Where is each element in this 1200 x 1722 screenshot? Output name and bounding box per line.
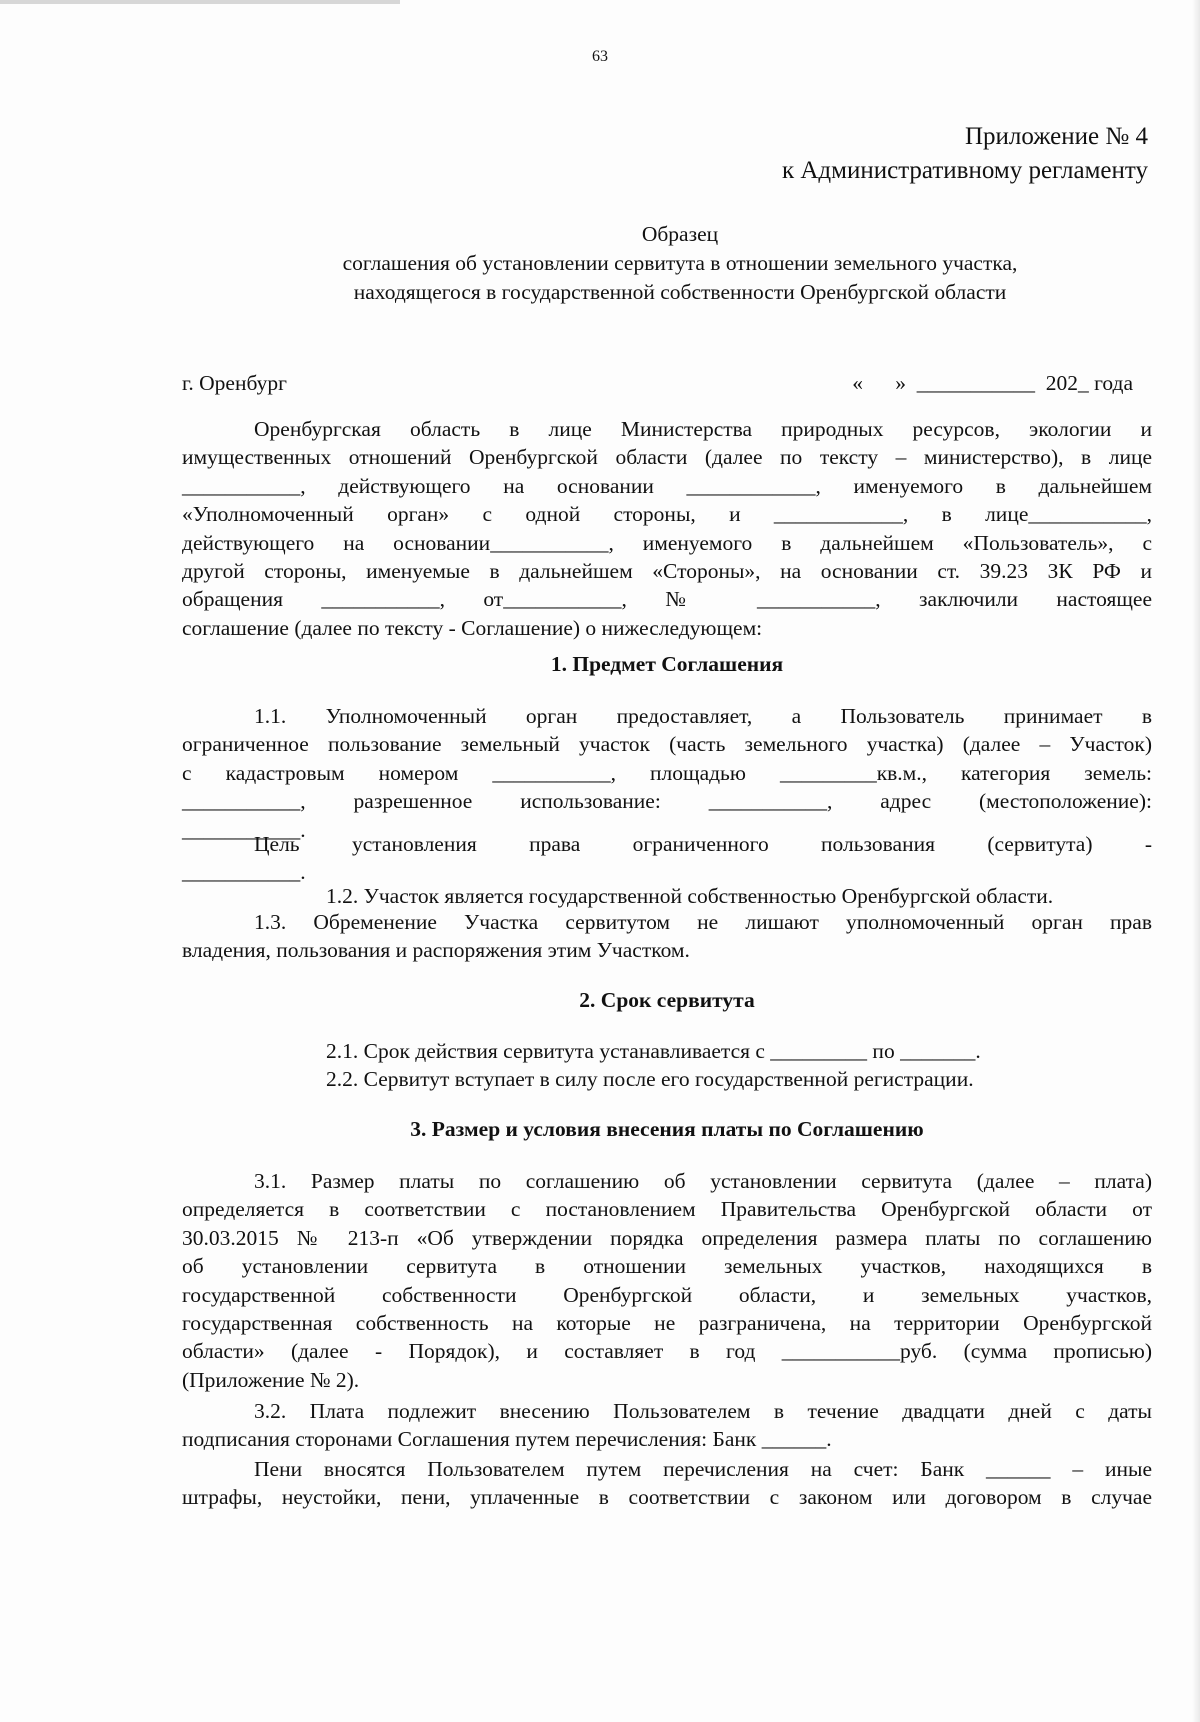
text-line: об установлении сервитута в отношении земельных участков, находящихся в [182,1254,1152,1279]
text-line: с кадастровым номером ___________, площадью _________кв.м., категория земель: [182,760,1152,785]
section-1-heading: 1. Предмет Соглашения [550,652,784,676]
clause-2-2: 2.2. Сервитут вступает в силу после его государственной регистрации. [326,1067,974,1092]
text-line: соглашение (далее по тексту - Соглашение) о нижеследующем: [182,615,763,640]
page-number: 63 [592,48,608,65]
document-title [180,220,1180,307]
text-line: «Уполномоченный орган» с одной стороны, и ____________, в лице___________, [182,502,1152,527]
scan-artifact [0,0,400,4]
text-line: 1.3. Обременение Участка сервитутом не лишают уполномоченный орган прав [254,910,1152,934]
intro-paragraph [182,415,1152,642]
annex-line-1: Приложение № 4 [964,123,1148,150]
text-line: определяется в соответствии с постановлением Правительства Оренбургской области от [182,1197,1152,1222]
text-line: государственная собственность на которые не разграничена, на территории Оренбургской [182,1311,1152,1336]
penalty-paragraph [182,1455,1152,1512]
text-line: подписания сторонами Соглашения путем перечисления: Банк ______. [182,1427,832,1452]
title-line-1: Образец [641,222,719,246]
text-line: штрафы, неустойки, пени, уплаченные в соответствии с законом или договором в случае [182,1485,1152,1510]
clause-1-1 [182,702,1152,844]
text-line: 1.2. Участок является государственной собственностью Оренбургской области. [326,884,1054,908]
text-line: владения, пользования и распоряжения этим Участком. [182,938,690,963]
annex-header [782,120,1148,188]
text-line: 30.03.2015 № 213-п «Об утверждении порядка определения размера платы по соглашению [182,1225,1152,1250]
text-line: области» (далее - Порядок), и составляет в год ___________руб. (сумма прописью) [182,1339,1152,1364]
text-line: обращения ___________, от___________, № ___________, заключили настоящее [182,587,1152,612]
text-line: 3.1. Размер платы по соглашению об установлении сервитута (далее – плата) [254,1169,1152,1193]
title-line-3: находящегося в государственной собственности Оренбургской области [353,280,1007,304]
clause-3-1 [182,1167,1152,1394]
section-2-clauses [182,1037,1152,1094]
text-line: государственной собственности Оренбургской области, и земельных участков, [182,1282,1152,1307]
text-line: (Приложение № 2). [182,1367,360,1392]
annex-line-2: к Административному регламенту [781,157,1148,184]
text-line: ___________, действующего на основании ____________, именуемого в дальнейшем [182,473,1152,498]
title-line-2: соглашения об установлении сервитута в отношении земельного участка, [342,251,1018,275]
text-line: Пени вносятся Пользователем путем перечисления на счет: Банк ______ – иные [254,1457,1152,1481]
section-2-heading: 2. Срок сервитута [579,988,755,1012]
signing-date: « » ___________ 202_ года [852,371,1133,395]
section-3-heading: 3. Размер и условия внесения платы по Соглашению [410,1117,924,1141]
servitude-purpose [182,830,1152,887]
text-line: 3.2. Плата подлежит внесению Пользователем в течение двадцати дней с даты [254,1399,1152,1423]
text-line: Оренбургская область в лице Министерства природных ресурсов, экологии и [254,417,1152,441]
text-line: действующего на основании___________, именуемого в дальнейшем «Пользователь», с [182,530,1152,555]
text-line: ограниченное пользование земельный участок (часть земельного участка) (далее – Участок) [182,732,1152,757]
text-line: другой стороны, именуемые в дальнейшем «Стороны», на основании ст. 39.23 ЗК РФ и [182,559,1152,584]
text-line: Цель установления права ограниченного пользования (сервитута) - [254,832,1152,856]
place-of-signing: г. Оренбург [182,371,287,395]
text-line: ___________, разрешенное использование: ___________, адрес (местоположение): [182,789,1152,814]
text-line: ___________. [182,817,306,842]
clause-1-2 [182,882,1152,910]
text-line: 1.1. Уполномоченный орган предоставляет, а Пользователь принимает в [254,704,1152,728]
clause-1-3 [182,908,1152,965]
clause-2-1: 2.1. Срок действия сервитута устанавливается с _________ по _______. [326,1039,981,1063]
scan-edge-shadow [1192,0,1200,1722]
text-line: ___________. [182,860,306,885]
clause-3-2 [182,1397,1152,1454]
text-line: имущественных отношений Оренбургской области (далее по тексту – министерство), в лице [182,445,1152,470]
